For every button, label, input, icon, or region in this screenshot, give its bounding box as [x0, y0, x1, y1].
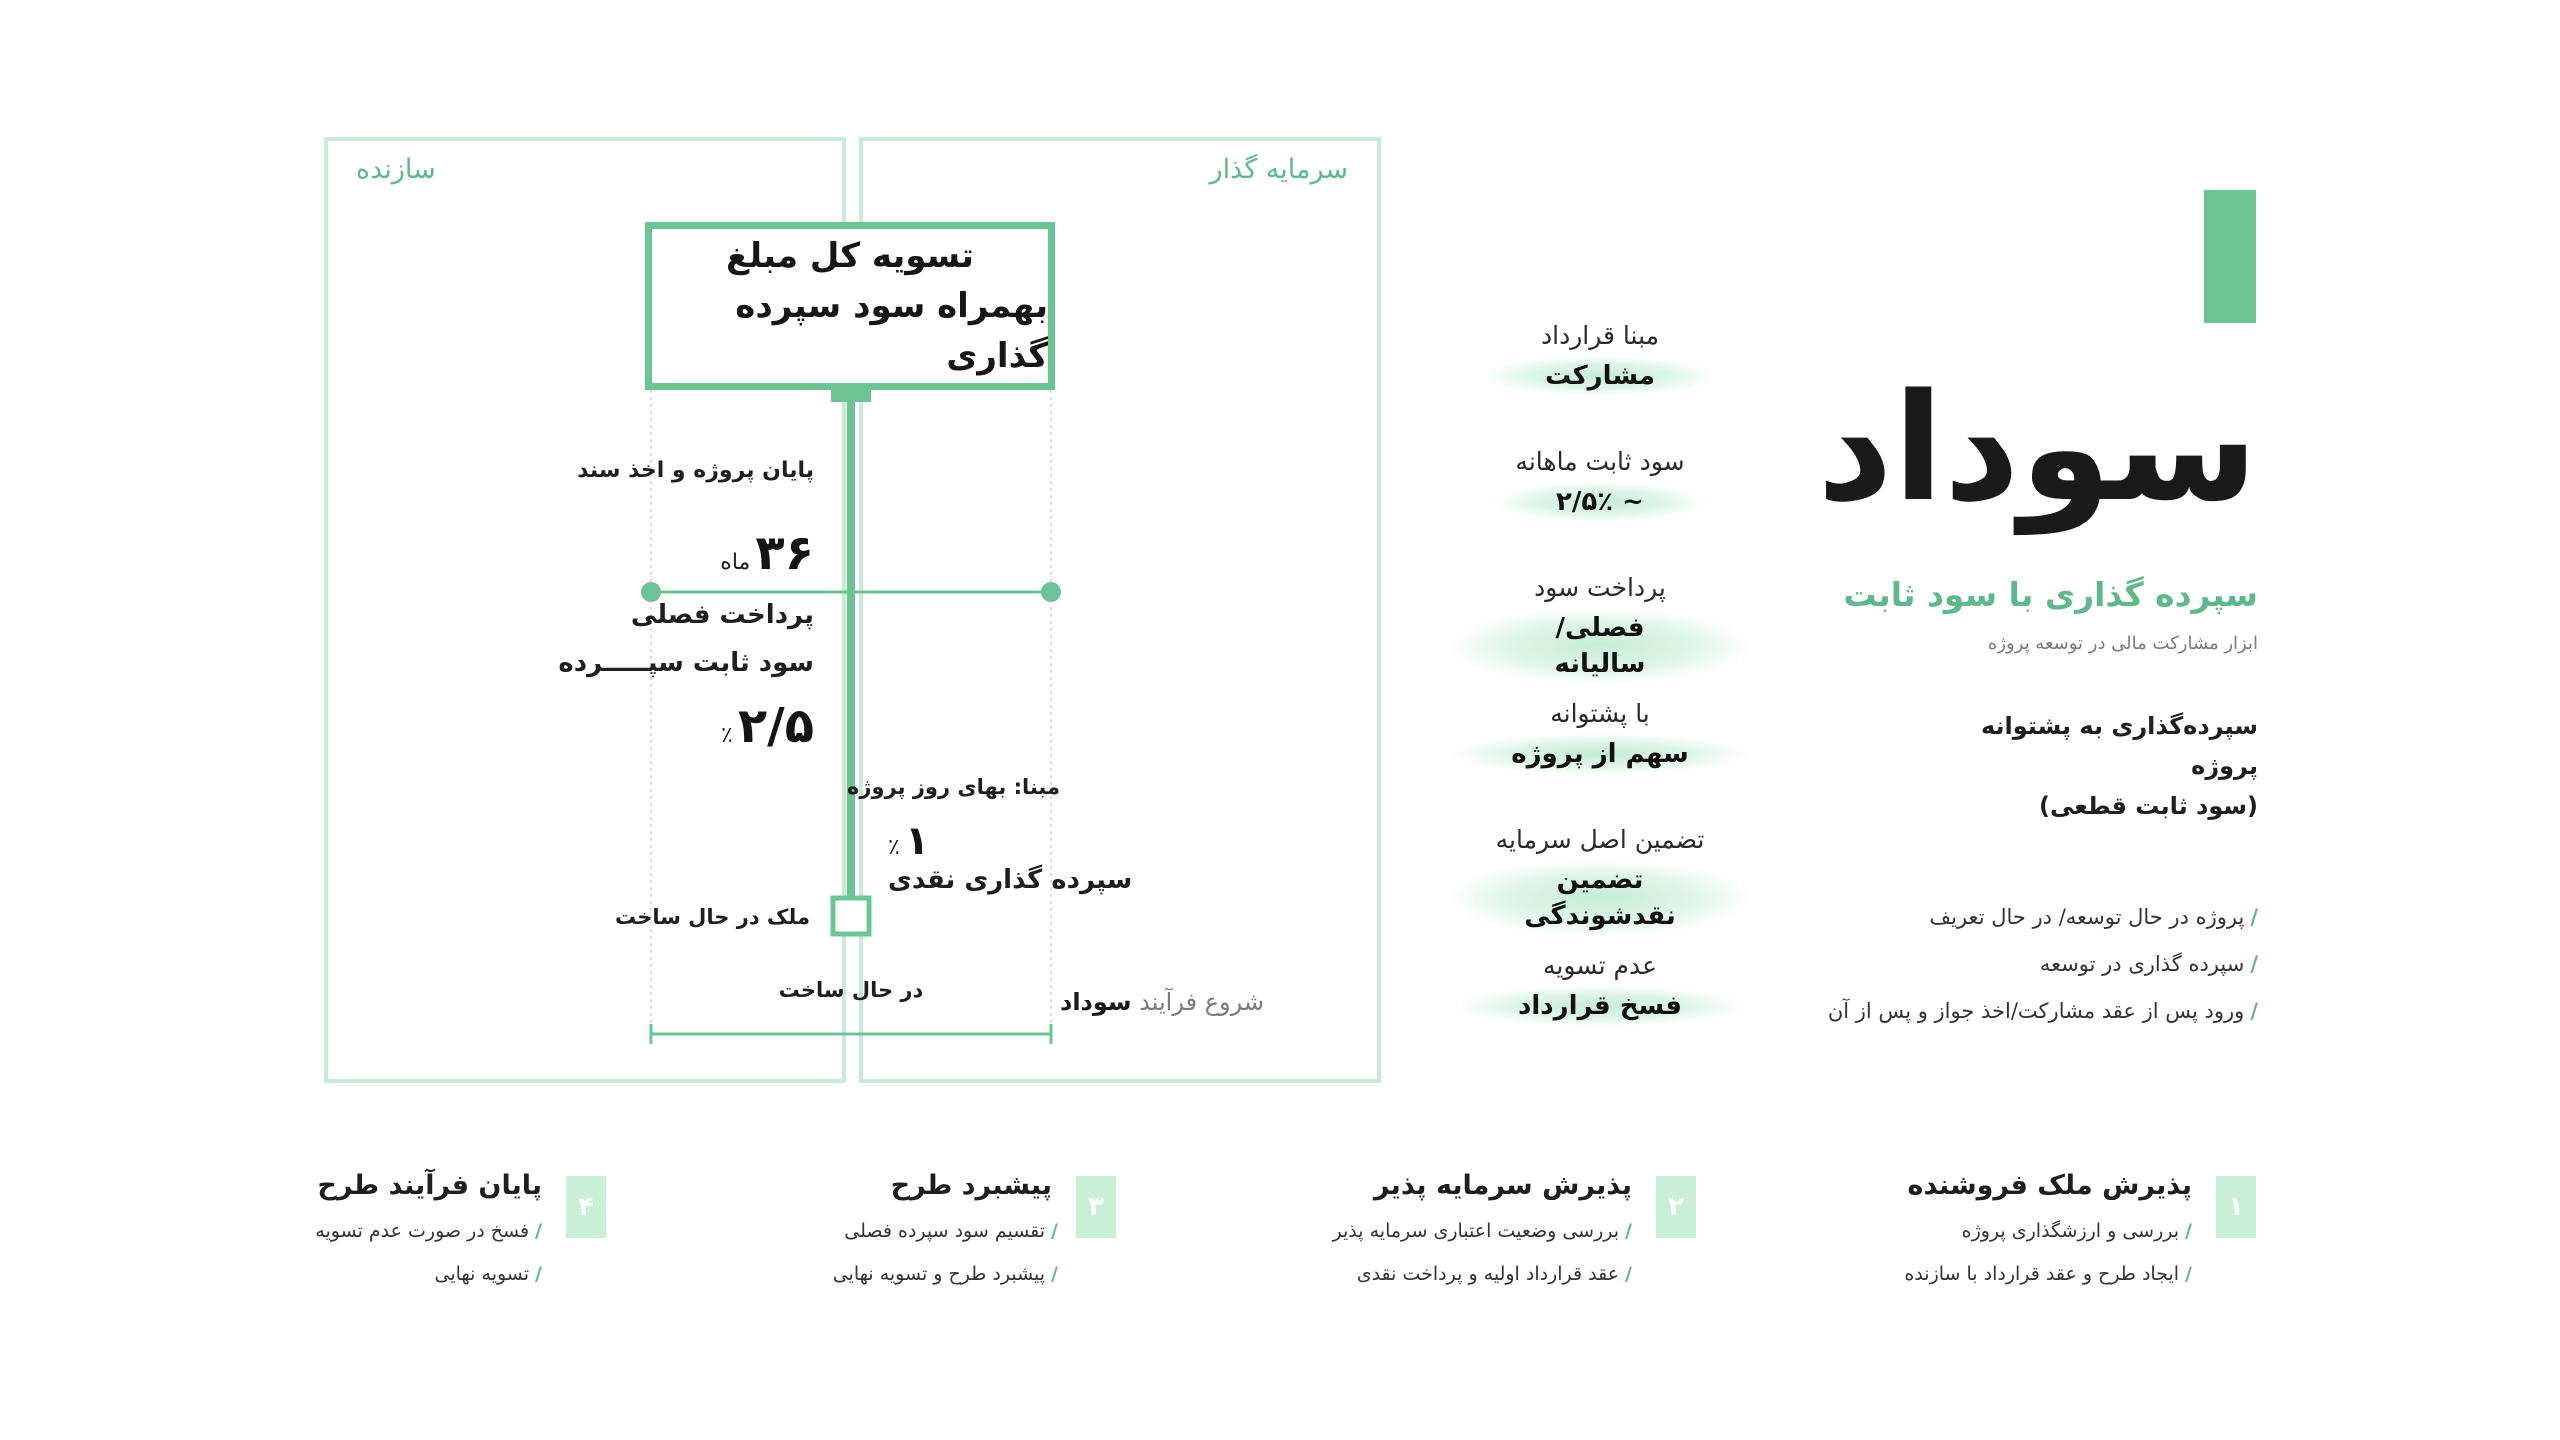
step-1-title: پذیرش ملک فروشنده	[1907, 1170, 2192, 1201]
step-4-lines	[315, 1210, 542, 1296]
feature-value: فسخ قرارداد	[1458, 986, 1742, 1026]
fixed-profit-label: سود ثابت سپـــــرده	[558, 648, 814, 678]
feature-value: تضمین نقدشوندگی	[1450, 860, 1750, 936]
duration-unit: ماه	[720, 550, 751, 575]
brand-list-item: /سپرده گذاری در توسعه	[2039, 952, 2258, 976]
brand-description-line1: سپرده‌گذاری به پشتوانه پروژه	[1980, 712, 2258, 780]
process-start-prefix: شروع فرآیند	[1139, 988, 1264, 1016]
investor-label: سرمایه گذار	[1209, 154, 1348, 185]
step-line: /عقد قرارداد اولیه و پرداخت نقدی	[1356, 1263, 1632, 1285]
slash-icon: /	[1051, 1263, 1058, 1285]
slash-icon: /	[1051, 1220, 1058, 1242]
brand-list-item: /ورود پس از عقد مشارکت/اخذ جواز و پس از آن	[1827, 999, 2258, 1023]
feature-value: فصلی/سالیانه	[1450, 608, 1750, 684]
settlement-line2: بهمراه سود سپرده گذاری	[735, 286, 1048, 376]
step-line: /بررسی و ارزشگذاری پروژه	[1961, 1220, 2192, 1242]
slash-icon: /	[2250, 952, 2258, 976]
deposit-label: سپرده گذاری نقدی	[888, 865, 1133, 895]
payment-type: پرداخت فصلی	[630, 600, 814, 630]
brand-title: سوداد	[1817, 362, 2258, 534]
slash-icon: /	[2185, 1220, 2192, 1242]
step-4-badge: ۴	[566, 1176, 606, 1238]
step-1-badge: ۱	[2216, 1176, 2256, 1238]
step-2-lines	[1333, 1210, 1632, 1296]
under-construction-label: در حال ساخت	[778, 978, 924, 1002]
project-end-label: پایان پروژه و اخذ سند	[577, 458, 814, 483]
step-2-badge: ۲	[1656, 1176, 1696, 1238]
brand-caption: ابزار مشارکت مالی در توسعه پروژه	[1987, 633, 2258, 654]
fixed-profit-percent: ٪	[720, 723, 733, 748]
slash-icon: /	[2250, 999, 2258, 1023]
step-4-title: پایان فرآیند طرح	[317, 1170, 542, 1201]
duration-value: ۳۶	[755, 525, 814, 581]
feature-value: ~ ۲/۵٪	[1496, 482, 1704, 522]
step-line: /تسویه نهایی	[434, 1263, 542, 1285]
step-3-lines	[833, 1210, 1058, 1296]
step-line: /بررسی وضعیت اعتباری سرمایه پذیر	[1332, 1220, 1632, 1242]
process-start	[1060, 988, 1264, 1016]
feature-value: مشارکت	[1485, 356, 1715, 396]
timeline-dot-right	[1041, 582, 1061, 602]
deposit-value: ۱	[904, 818, 930, 864]
step-2-title: پذیرش سرمایه پذیر	[1373, 1170, 1632, 1201]
brand-subtitle: سپرده گذاری با سود ثابت	[1843, 575, 2258, 614]
property-label: ملک در حال ساخت	[614, 905, 810, 929]
brand-list-item: /پروژه در حال توسعه/ در حال تعریف	[1929, 905, 2258, 929]
step-3-title: پیشبرد طرح	[890, 1170, 1052, 1201]
settlement-line1: تسویه کل مبلغ	[726, 236, 974, 276]
slash-icon: /	[2250, 905, 2258, 929]
timeline-dot-left	[641, 582, 661, 602]
slash-icon: /	[535, 1263, 542, 1285]
feature-label: با پشتوانه	[1550, 699, 1650, 728]
settlement-box	[645, 222, 1055, 390]
step-3-badge: ۳	[1076, 1176, 1116, 1238]
feature-label: تضمین اصل سرمایه	[1495, 825, 1705, 854]
slash-icon: /	[1625, 1263, 1632, 1285]
step-line: /تقسیم سود سپرده فصلی	[844, 1220, 1058, 1242]
fixed-profit	[721, 698, 814, 754]
deposit-percent: ٪	[888, 835, 900, 860]
brand-description-line2: (سود ثابت قطعی)	[2039, 792, 2258, 820]
feature-value: سهم از پروژه	[1451, 734, 1749, 774]
fixed-profit-value: ۲/۵	[737, 698, 814, 754]
feature-label: پرداخت سود	[1534, 573, 1666, 602]
slash-icon: /	[2185, 1263, 2192, 1285]
step-1-lines	[1904, 1210, 2192, 1296]
slash-icon: /	[1625, 1220, 1632, 1242]
basis-label: مبنا: بهای روز پروژه	[847, 775, 1060, 799]
process-start-brand: سوداد	[1060, 988, 1132, 1016]
step-line: /پیشبرد طرح و تسویه نهایی	[832, 1263, 1058, 1285]
slash-icon: /	[535, 1220, 542, 1242]
step-line: /ایجاد طرح و عقد قرارداد با سازنده	[1904, 1263, 2192, 1285]
builder-label: سازنده	[356, 154, 436, 185]
deposit	[888, 818, 929, 864]
node-square-bottom	[833, 898, 869, 934]
feature-label: عدم تسویه	[1542, 951, 1657, 980]
duration	[720, 525, 814, 581]
feature-label: مبنا قرارداد	[1540, 321, 1660, 350]
step-line: /فسخ در صورت عدم تسویه	[315, 1220, 542, 1242]
feature-label: سود ثابت ماهانه	[1515, 447, 1685, 476]
